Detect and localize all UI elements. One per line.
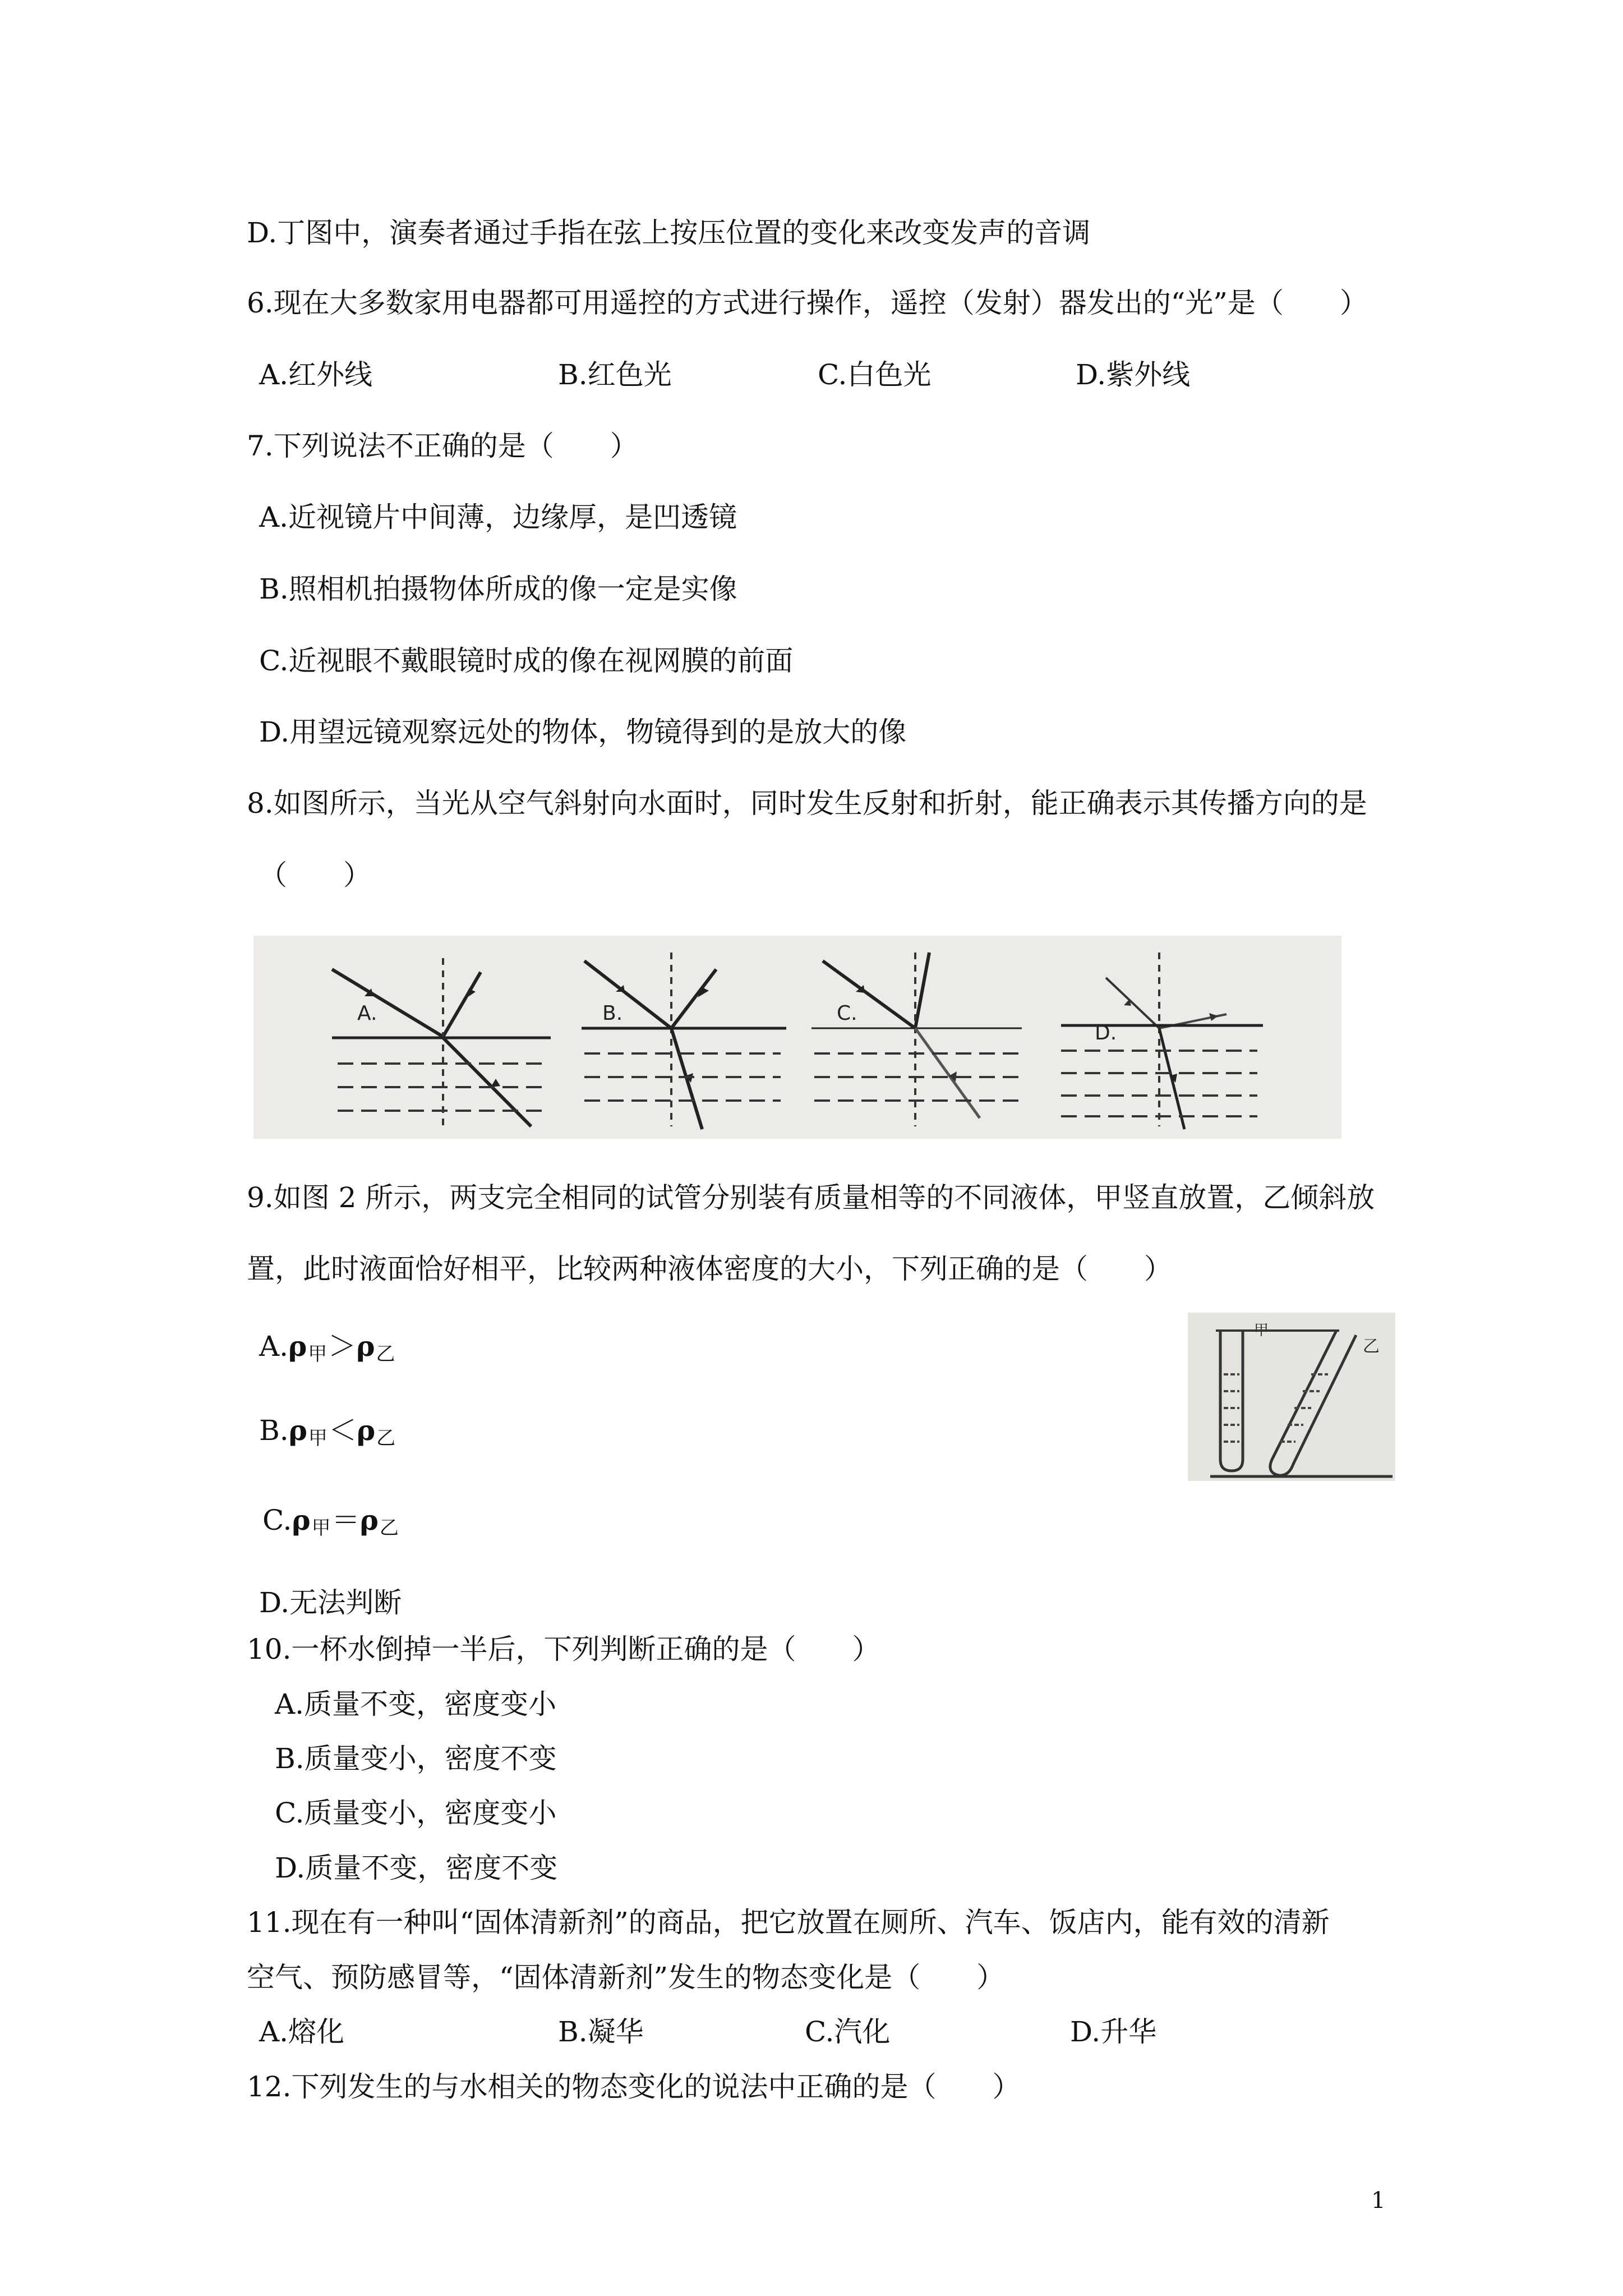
q6-option-a: A.红外线 [259, 358, 373, 391]
q11-stem: 11.现在有一种叫“固体清新剂”的商品，把它放置在厕所、汽车、饭店内，能有效的清新 [247, 1906, 1330, 1939]
q9-option-a: A.ρ甲＞ρ乙 [259, 1329, 395, 1365]
q10-stem: 10.一杯水倒掉一半后，下列判断正确的是（ ） [247, 1633, 880, 1665]
q8-stem-cont: （ ） [259, 859, 371, 891]
q11-option-c: C.汽化 [805, 2016, 891, 2048]
q12-stem: 12.下列发生的与水相关的物态变化的说法中正确的是（ ） [247, 2070, 1021, 2103]
tube-jia-label: 甲 [1254, 1322, 1269, 1339]
q8-figure [253, 936, 1341, 1139]
q7-option-d: D.用望远镜观察远处的物体，物镜得到的是放大的像 [259, 716, 907, 748]
q11-stem-cont: 空气、预防感冒等，“固体清新剂”发生的物态变化是（ ） [247, 1961, 1005, 1994]
test-tubes-diagram [1188, 1313, 1395, 1481]
q9-option-c: C.ρ甲＝ρ乙 [262, 1503, 399, 1539]
q6-stem: 6.现在大多数家用电器都可用遥控的方式进行操作，遥控（发射）器发出的“光”是（ ） [247, 287, 1368, 319]
q6-option-d: D.紫外线 [1076, 358, 1191, 391]
q5-option-d: D.丁图中，演奏者通过手指在弦上按压位置的变化来改变发声的音调 [247, 217, 1091, 249]
q8-stem: 8.如图所示，当光从空气斜射向水面时，同时发生反射和折射，能正确表示其传播方向的是 [247, 787, 1367, 820]
q11-option-d: D.升华 [1070, 2016, 1157, 2048]
q10-option-a: A.质量不变，密度变小 [275, 1688, 557, 1720]
q10-option-b: B.质量变小，密度不变 [275, 1742, 557, 1775]
q10-option-c: C.质量变小，密度变小 [275, 1797, 557, 1829]
test-tube-figure [1188, 1313, 1395, 1481]
q9-stem-cont: 置，此时液面恰好相平，比较两种液体密度的大小，下列正确的是（ ） [247, 1253, 1172, 1285]
panel-a-label: A. [357, 1002, 377, 1025]
q11-option-a: A.熔化 [259, 2016, 345, 2048]
panel-d-label: D. [1095, 1022, 1117, 1045]
panel-b-label: B. [602, 1002, 623, 1025]
tube-yi-label: 乙 [1363, 1337, 1380, 1356]
q6-option-b: B.红色光 [558, 358, 672, 391]
q7-option-b: B.照相机拍摄物体所成的像一定是实像 [259, 573, 737, 605]
q9-stem: 9.如图 2 所示，两支完全相同的试管分别装有质量相等的不同液体，甲竖直放置，乙倾斜放 [247, 1181, 1375, 1214]
q7-option-a: A.近视镜片中间薄，边缘厚，是凹透镜 [259, 501, 737, 533]
q7-option-c: C.近视眼不戴眼镜时成的像在视网膜的前面 [259, 645, 794, 677]
panel-c-label: C. [837, 1002, 857, 1025]
q9-option-b: B.ρ甲＜ρ乙 [259, 1414, 396, 1450]
refraction-diagrams [253, 936, 1341, 1139]
page-number: 1 [1371, 2188, 1386, 2214]
panel-d [1061, 953, 1263, 1129]
panel-c [811, 953, 1022, 1126]
panel-b [582, 953, 786, 1129]
q6-option-c: C.白色光 [818, 358, 932, 391]
q9-option-d: D.无法判断 [259, 1586, 402, 1619]
q7-stem: 7.下列说法不正确的是（ ） [247, 430, 638, 462]
q11-option-b: B.凝华 [558, 2016, 644, 2048]
q10-option-d: D.质量不变，密度不变 [275, 1852, 558, 1884]
panel-a [332, 958, 551, 1126]
